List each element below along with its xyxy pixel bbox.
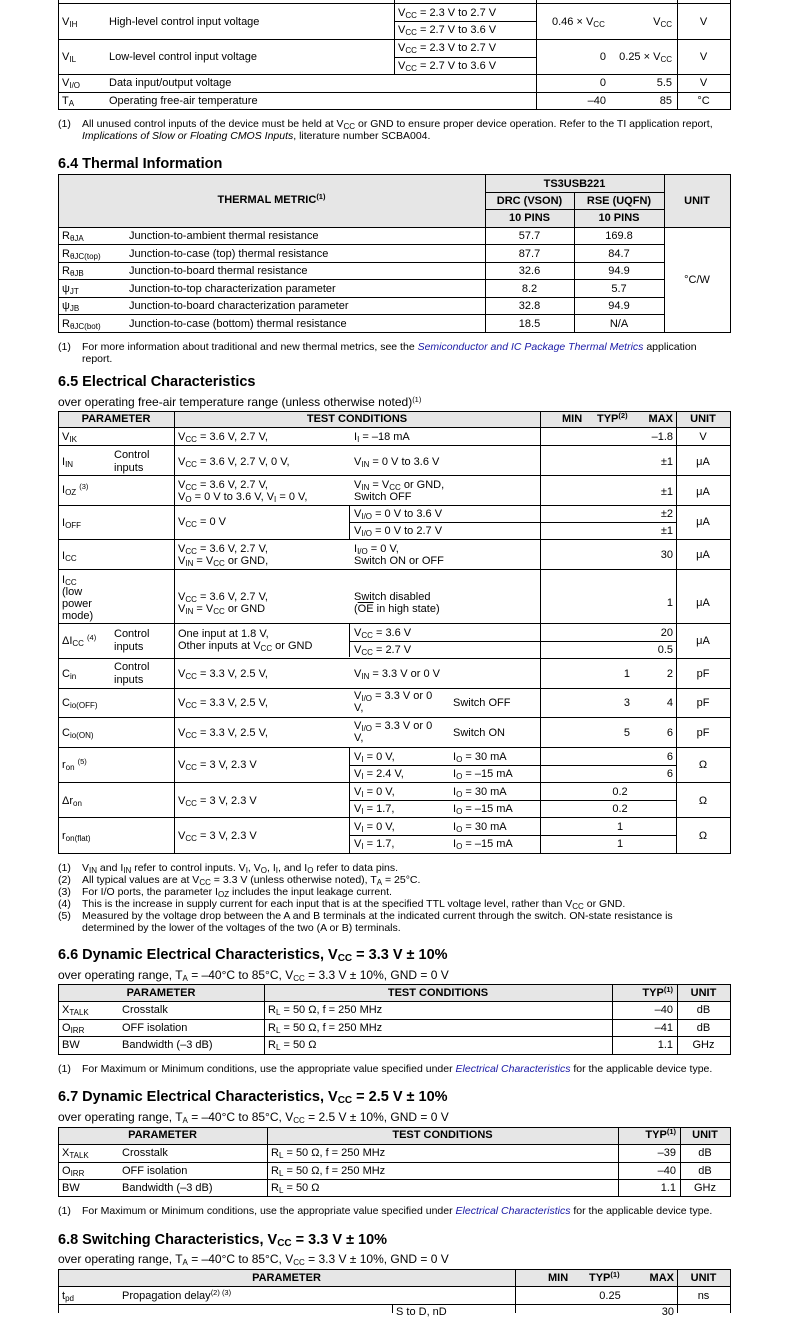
row-divider <box>58 658 731 659</box>
section-subtitle: over operating free-air temperature range (unless otherwise noted)$^{(1)}$ <box>58 395 422 409</box>
param-note: mode) <box>62 610 94 622</box>
unit: dB <box>698 1147 712 1159</box>
row-divider <box>349 765 676 766</box>
test-condition: $V_{CC} = 2.7$ V to 3.6 V <box>398 60 497 73</box>
electrical-characteristics-link[interactable]: Electrical Characteristics <box>455 1205 571 1217</box>
test-condition: Other inputs at $V_{CC}$ or GND <box>178 640 313 653</box>
electrical-characteristics-link[interactable]: Electrical Characteristics <box>455 1063 571 1075</box>
row-divider <box>58 3 731 4</box>
test-condition: $V_{IN} = V_{CC}$ or GND, <box>354 479 445 492</box>
unit: μA <box>696 635 710 647</box>
row-divider <box>58 539 731 540</box>
row-divider <box>58 1019 731 1020</box>
row-divider <box>58 39 731 40</box>
test-condition: $V_{CC} = 2.3$ V to 2.7 V <box>398 42 497 55</box>
test-condition: $R_L = 50$ Ω <box>268 1039 317 1052</box>
footnote-text: determined by the lower of the voltages of the two (A or B) terminals. <box>82 922 401 934</box>
footnote-text: report. <box>82 353 113 365</box>
column-header: 10 PINS <box>598 212 640 224</box>
param-symbol: $I_{OFF}$ <box>62 517 82 530</box>
column-header: UNIT <box>684 195 710 207</box>
param-symbol: $V_{IK}$ <box>62 431 77 444</box>
unit: V <box>699 431 707 443</box>
col-divider <box>392 1304 393 1313</box>
test-condition: $V_{IN} = 0$ V to 3.6 V <box>354 456 440 469</box>
param-name: High-level control input voltage <box>109 16 260 28</box>
row-divider <box>58 747 731 748</box>
param-name: Crosstalk <box>122 1004 168 1016</box>
column-header: UNIT <box>690 987 717 999</box>
footnote-text: Implications of Slow or Floating CMOS Inputs, literature number SCBA004. <box>82 130 431 142</box>
column-header: UNIT <box>690 1272 717 1284</box>
test-condition: $I_O = -15$ mA <box>453 768 513 781</box>
column-header: UNIT <box>690 413 716 425</box>
row-divider <box>58 227 731 228</box>
unit: pF <box>696 668 710 680</box>
test-condition: $V_{CC} = 3.3$ V, 2.5 V, <box>178 727 268 740</box>
typ-value: –40 <box>657 1165 676 1177</box>
test-condition: $V_{I/O} = 0$ V to 3.6 V <box>354 508 443 521</box>
footnote-text: All unused control inputs of the device must be held at $V_{CC}$ or GND to ensure proper device operation. Refer to the TI application report, <box>82 118 713 131</box>
max-value: 1 <box>666 597 673 609</box>
max-value: ±1 <box>660 486 673 498</box>
max-value: $V_{CC}$ <box>653 16 672 29</box>
unit: μA <box>696 456 710 468</box>
metric-name: Junction-to-board thermal resistance <box>129 265 308 277</box>
metric-symbol: $R_{\theta JC(top)}$ <box>62 248 101 261</box>
metric-symbol: $\psi_{JB}$ <box>62 300 80 313</box>
test-condition: $V_I = 0$ V, <box>354 821 395 834</box>
typ-value: 0.2 <box>612 786 628 798</box>
row-divider <box>58 817 731 818</box>
row-divider <box>58 1304 731 1305</box>
col-divider <box>394 0 395 75</box>
param-name: OFF isolation <box>122 1165 188 1177</box>
param-note: power <box>62 598 92 610</box>
column-header: TYP$^{(1)}$ <box>589 1270 620 1284</box>
min-value: 0 <box>599 51 606 63</box>
test-condition: $I_O = 30$ mA <box>453 821 507 834</box>
typ-value: 5 <box>623 727 630 739</box>
param-symbol: $C_{io(OFF)}$ <box>62 697 98 710</box>
unit: V <box>699 16 708 28</box>
drc-value: 18.5 <box>518 318 541 330</box>
table-border <box>730 0 731 110</box>
rse-value: 94.9 <box>608 265 630 277</box>
param-note: Control inputs <box>114 628 150 653</box>
row-divider <box>485 192 665 193</box>
column-header: MAX <box>648 413 673 425</box>
footnote: (3) <box>58 886 71 898</box>
unit: μA <box>696 549 710 561</box>
param-symbol: $V_{I/O}$ <box>62 77 81 90</box>
unit: ns <box>697 1290 710 1302</box>
param-symbol: $\Delta I_{CC}$ $^{(4)}$ <box>62 633 97 648</box>
param-symbol: $C_{in}$ <box>62 668 77 681</box>
test-condition: $V_{CC} = 3.6$ V, 2.7 V, <box>178 431 268 444</box>
row-divider <box>58 623 731 624</box>
column-header: THERMAL METRIC$^{(1)}$ <box>217 192 326 206</box>
metric-name: Junction-to-top characterization parameter <box>129 283 336 295</box>
row-divider <box>58 427 731 428</box>
column-header: PARAMETER <box>128 1129 197 1141</box>
test-condition: $V_{CC} = 2.7$ V <box>354 644 412 657</box>
footnote: (1) <box>58 862 71 874</box>
unit: Ω <box>698 830 708 842</box>
unit: V <box>699 77 708 89</box>
param-symbol: $r_{on(flat)}$ <box>62 830 91 843</box>
unit: μA <box>696 486 710 498</box>
col-divider <box>540 411 541 854</box>
param-symbol: $r_{on}$ $^{(5)}$ <box>62 757 87 772</box>
metric-name: Junction-to-case (bottom) thermal resistance <box>129 318 347 330</box>
row-divider <box>58 1269 731 1270</box>
column-header: TEST CONDITIONS <box>387 987 489 999</box>
section-heading: 6.7 Dynamic Electrical Characteristics, $V_{CC} = 2.5$ V ± 10% <box>58 1089 448 1106</box>
thermal-metrics-link[interactable]: Semiconductor and IC Package Thermal Metrics <box>417 341 644 353</box>
section-subtitle: over operating range, $T_A = -40^\circ C$ to 85°C, $V_{CC} = 3.3$ V ± 10%, GND = 0 V <box>58 1252 449 1267</box>
row-divider <box>58 279 665 280</box>
footnote: (1) <box>58 1205 71 1217</box>
param-symbol: $T_A$ <box>62 95 75 108</box>
section-heading: 6.4 Thermal Information <box>58 156 223 172</box>
section-subtitle: over operating range, $T_A = -40^\circ C$ to 85°C, $V_{CC} = 3.3$ V ± 10%, GND = 0 V <box>58 968 449 983</box>
min-value: –40 <box>587 95 606 107</box>
row-divider <box>485 209 665 210</box>
param-note: Control inputs <box>114 661 150 686</box>
test-condition: $V_{CC} = 3.6$ V, 2.7 V, <box>178 591 268 604</box>
unit: Ω <box>698 795 708 807</box>
unit: dB <box>698 1165 712 1177</box>
test-condition: Switch disabled <box>354 591 431 603</box>
param-symbol: $V_{IL}$ <box>62 51 77 64</box>
table-border <box>730 1269 731 1313</box>
column-header: MAX <box>649 1272 674 1284</box>
param-name: Low-level control input voltage <box>109 51 257 63</box>
param-symbol: $V_{IH}$ <box>62 16 78 29</box>
drc-value: 57.7 <box>518 230 541 242</box>
footnote: (1) <box>58 341 71 353</box>
test-condition: $V_{IN} = V_{CC}$ or GND <box>178 603 266 616</box>
row-divider <box>58 297 665 298</box>
test-condition: $V_I = 0$ V, <box>354 786 395 799</box>
row-divider <box>58 1036 731 1037</box>
unit: μA <box>696 516 710 528</box>
test-condition: $I_O = 30$ mA <box>453 751 507 764</box>
col-divider <box>174 411 175 854</box>
footnote-text: This is the increase in supply current for each input that is at the specified TTL voltage level, rather than $V_{CC}$ or GND. <box>82 898 626 911</box>
max-value: –1.8 <box>651 431 673 443</box>
row-divider <box>58 1179 731 1180</box>
row-divider <box>58 475 731 476</box>
unit: dB <box>696 1022 711 1034</box>
test-condition: S to D, nD <box>396 1306 447 1318</box>
param-symbol: $I_{CC}$ <box>62 574 77 587</box>
param-name: Propagation delay$^{(2) (3)}$ <box>122 1288 232 1302</box>
footnote-text: For I/O ports, the parameter $I_{OZ}$ includes the input leakage current. <box>82 886 392 899</box>
test-condition: $I_O = 30$ mA <box>453 786 507 799</box>
row-divider <box>349 800 676 801</box>
param-symbol: $X_{TALK}$ <box>62 1147 89 1160</box>
row-divider <box>58 445 731 446</box>
unit: GHz <box>694 1182 716 1194</box>
param-symbol: $t_{pd}$ <box>62 1290 74 1303</box>
unit: μA <box>696 597 710 609</box>
typ-value: –41 <box>654 1022 673 1034</box>
test-condition: $V_{CC} = 3.6$ V, 2.7 V, 0 V, <box>178 456 290 469</box>
metric-symbol: $R_{\theta JA}$ <box>62 230 84 243</box>
section-heading: 6.5 Electrical Characteristics <box>58 374 256 390</box>
max-value: ±2 <box>660 508 673 520</box>
test-condition: $R_L = 50$ Ω, f = 250 MHz <box>271 1165 386 1178</box>
column-header: TYP$^{(2)}$ <box>597 411 628 425</box>
row-divider <box>58 505 731 506</box>
test-condition: Switch ON <box>453 727 505 739</box>
param-name: Operating free-air temperature <box>109 95 258 107</box>
footnote: (5) <box>58 910 71 922</box>
metric-name: Junction-to-case (top) thermal resistance <box>129 248 329 260</box>
rse-value: 169.8 <box>605 230 633 242</box>
test-condition: V, <box>354 732 364 744</box>
unit: °C/W <box>684 274 710 286</box>
footnote-text: All typical values are at $V_{CC} = 3.3$ V (unless otherwise noted), $T_A = 25^\circ C$. <box>82 874 421 887</box>
column-header: TEST CONDITIONS <box>306 413 408 425</box>
max-value: 6 <box>666 768 673 780</box>
test-condition: One input at 1.8 V, <box>178 628 269 640</box>
col-divider <box>536 0 537 110</box>
drc-value: 32.6 <box>518 265 541 277</box>
max-value: 85 <box>659 95 672 107</box>
test-condition: ($\overline{OE}$ in high state) <box>354 603 440 615</box>
row-divider <box>394 57 536 58</box>
unit: dB <box>696 1004 711 1016</box>
param-note: Control inputs <box>114 449 150 474</box>
row-divider <box>58 1286 731 1287</box>
row-divider <box>58 688 731 689</box>
param-symbol: $I_{IN}$ <box>62 456 74 469</box>
typ-value: –40 <box>654 1004 673 1016</box>
footnote: (2) <box>58 874 71 886</box>
test-condition: $V_{CC} = 3$ V, 2.3 V <box>178 759 257 772</box>
row-divider <box>58 262 665 263</box>
footnote: (4) <box>58 898 71 910</box>
section-heading: 6.8 Switching Characteristics, $V_{CC} = 3.3$ V ± 10% <box>58 1232 388 1249</box>
row-divider <box>58 1162 731 1163</box>
rse-value: N/A <box>609 318 629 330</box>
typ-value: 0.25 <box>599 1290 621 1302</box>
min-value: $0.46 \times V_{CC}$ <box>552 16 605 29</box>
metric-name: Junction-to-board characterization parameter <box>129 300 349 312</box>
row-divider <box>58 1144 731 1145</box>
param-symbol: $C_{io(ON)}$ <box>62 727 94 740</box>
row-divider <box>58 569 731 570</box>
unit: pF <box>696 697 710 709</box>
typ-value: –39 <box>657 1147 676 1159</box>
column-header: UNIT <box>692 1129 718 1141</box>
drc-value: 8.2 <box>521 283 538 295</box>
max-value: 30 <box>660 549 673 561</box>
table-border <box>58 0 59 110</box>
test-condition: $R_L = 50$ Ω, f = 250 MHz <box>271 1147 386 1160</box>
row-divider <box>58 244 665 245</box>
test-condition: Switch ON or OFF <box>354 555 444 567</box>
typ-value: 1 <box>623 668 630 680</box>
max-value: 30 <box>661 1306 674 1318</box>
test-condition: $V_{I/O} = 3.3$ V or 0 <box>354 720 433 733</box>
param-symbol: $I_{CC}$ <box>62 550 77 563</box>
test-condition: $V_{CC} = 2.7$ V to 3.6 V <box>398 24 497 37</box>
unit: °C <box>697 95 710 107</box>
column-header: MIN <box>548 1272 569 1284</box>
test-condition: $V_{CC} = 3$ V, 2.3 V <box>178 795 257 808</box>
typ-value: 1 <box>616 821 624 833</box>
column-header: MIN <box>562 413 583 425</box>
row-divider <box>58 92 731 93</box>
param-symbol: BW <box>62 1039 80 1051</box>
max-value: 20 <box>660 627 673 639</box>
column-header: PARAMETER <box>81 413 151 425</box>
row-divider <box>349 522 676 523</box>
test-condition: $V_{IN} = 3.3$ V or 0 V <box>354 668 440 681</box>
row-divider <box>58 314 665 315</box>
max-value: 2 <box>666 668 673 680</box>
column-header: PARAMETER <box>252 1272 321 1284</box>
unit: V <box>699 51 708 63</box>
metric-symbol: $\psi_{JT}$ <box>62 283 79 296</box>
row-divider <box>58 74 731 75</box>
typ-value: 0.2 <box>612 803 628 815</box>
test-condition: Switch OFF <box>354 491 412 503</box>
test-condition: $V_{CC} = 0$ V <box>178 516 226 529</box>
param-symbol: $I_{OZ}$ $^{(3)}$ <box>62 482 89 497</box>
test-condition: $V_{I/O} = 0$ V to 2.7 V <box>354 525 443 538</box>
col-divider <box>264 1001 265 1055</box>
footnote: (1) <box>58 1063 71 1075</box>
unit: Ω <box>698 759 708 771</box>
row-divider <box>394 21 536 22</box>
param-symbol: $O_{IRR}$ <box>62 1022 85 1035</box>
test-condition: $V_{CC} = 3.6$ V, 2.7 V, <box>178 479 268 492</box>
test-condition: $V_I = 1.7$, <box>354 803 395 816</box>
rse-value: 5.7 <box>611 283 627 295</box>
test-condition: $V_I = 0$ V, <box>354 751 395 764</box>
column-header: DRC (VSON) <box>496 195 563 207</box>
test-condition: $V_{CC} = 3.6$ V, 2.7 V, <box>178 543 268 556</box>
max-value: 6 <box>666 727 673 739</box>
param-name: Crosstalk <box>122 1147 168 1159</box>
col-divider <box>349 623 350 657</box>
max-value: ±1 <box>660 525 673 537</box>
row-divider <box>58 782 731 783</box>
rse-value: 84.7 <box>608 248 630 260</box>
max-value: 4 <box>666 697 673 709</box>
test-condition: $V_{CC} = 3.3$ V, 2.5 V, <box>178 697 268 710</box>
param-note: (low <box>62 586 83 598</box>
footnote: (1) <box>58 118 71 130</box>
footnote-text: For more information about traditional and new thermal metrics, see the Semiconductor and IC Package Thermal Metrics application <box>82 341 697 353</box>
param-symbol: $X_{TALK}$ <box>62 1004 89 1017</box>
column-header: TS3USB221 <box>543 178 606 190</box>
param-symbol: $O_{IRR}$ <box>62 1165 85 1178</box>
row-divider <box>349 641 676 642</box>
test-condition: $V_{CC} = 2.3$ V to 2.7 V <box>398 7 497 20</box>
row-divider <box>58 1001 731 1002</box>
test-condition: $V_{CC} = 3.6$ V <box>354 627 412 640</box>
section-subtitle: over operating range, $T_A = -40^\circ C$ to 85°C, $V_{CC} = 2.5$ V ± 10%, GND = 0 V <box>58 1110 449 1125</box>
footnote-text: $V_{IN}$ and $I_{IN}$ refer to control inputs. $V_I$, $V_O$, $I_I$, and $I_O$ refer to data pins. <box>82 862 399 875</box>
typ-value: 1.1 <box>660 1182 676 1194</box>
column-header: RSE (UQFN) <box>586 195 652 207</box>
max-value: 5.5 <box>656 77 672 89</box>
typ-value: 1 <box>616 838 624 850</box>
rse-value: 94.9 <box>608 300 630 312</box>
param-name: Data input/output voltage <box>109 77 232 89</box>
max-value: $0.25 \times V_{CC}$ <box>619 51 672 64</box>
test-condition: $V_O = 0$ V to 3.6 V, $V_I = 0$ V, <box>178 491 308 504</box>
test-condition: $R_L = 50$ Ω, f = 250 MHz <box>268 1022 383 1035</box>
max-value: 6 <box>666 751 673 763</box>
test-condition: $V_{CC} = 3$ V, 2.3 V <box>178 830 257 843</box>
column-header: TEST CONDITIONS <box>392 1129 493 1141</box>
column-header: 10 PINS <box>509 212 550 224</box>
typ-value: 1.1 <box>657 1039 673 1051</box>
column-header: PARAMETER <box>126 987 196 999</box>
test-condition: $I_O = -15$ mA <box>453 803 513 816</box>
unit: GHz <box>692 1039 715 1051</box>
test-condition: $V_{CC} = 3.3$ V, 2.5 V, <box>178 668 268 681</box>
test-condition: $I_O = -15$ mA <box>453 838 513 851</box>
test-condition: $V_I = 1.7$, <box>354 838 395 851</box>
param-name: Bandwidth (–3 dB) <box>122 1039 213 1051</box>
col-divider <box>515 1269 516 1313</box>
footnote-text: For Maximum or Minimum conditions, use the appropriate value specified under Electrical Characteristics for the applicable device type. <box>82 1205 713 1217</box>
param-symbol: BW <box>62 1182 80 1194</box>
min-value: 0 <box>599 77 606 89</box>
test-condition: $V_{IN} = V_{CC}$ or GND, <box>178 555 269 568</box>
test-condition: V, <box>354 702 364 714</box>
row-divider <box>58 109 731 110</box>
metric-symbol: $R_{\theta JB}$ <box>62 265 84 278</box>
metric-symbol: $R_{\theta JC(bot)}$ <box>62 318 101 331</box>
param-symbol: $\Delta r_{on}$ <box>62 795 82 808</box>
param-name: OFF isolation <box>122 1022 188 1034</box>
metric-name: Junction-to-ambient thermal resistance <box>129 230 319 242</box>
param-name: Bandwidth (–3 dB) <box>122 1182 213 1194</box>
max-value: ±1 <box>660 456 673 468</box>
test-condition: $I_I = -18$ mA <box>354 431 410 444</box>
drc-value: 32.8 <box>518 300 541 312</box>
test-condition: $I_{I/O} = 0$ V, <box>354 543 399 556</box>
typ-value: 3 <box>623 697 630 709</box>
column-header: TYP$^{(1)}$ <box>645 1127 676 1141</box>
column-header: TYP$^{(1)}$ <box>642 985 673 999</box>
row-divider <box>349 835 676 836</box>
test-condition: $V_{I/O} = 3.3$ V or 0 <box>354 690 433 703</box>
footnote-text: For Maximum or Minimum conditions, use the appropriate value specified under Electrical Characteristics for the applicable device type. <box>82 1063 713 1075</box>
row-divider <box>58 717 731 718</box>
test-condition: $R_L = 50$ Ω <box>271 1182 320 1195</box>
test-condition: $R_L = 50$ Ω, f = 250 MHz <box>268 1004 383 1017</box>
footnote-text: Measured by the voltage drop between the A and B terminals at the indicated current through the switch. ON-state resistance is <box>82 910 673 922</box>
col-divider <box>676 411 677 854</box>
drc-value: 87.7 <box>518 248 541 260</box>
test-condition: $V_I = 2.4$ V, <box>354 768 404 781</box>
section-heading: 6.6 Dynamic Electrical Characteristics, $V_{CC} = 3.3$ V ± 10% <box>58 947 448 964</box>
test-condition: Switch OFF <box>453 697 511 709</box>
max-value: 0.5 <box>657 644 673 656</box>
unit: pF <box>696 727 710 739</box>
